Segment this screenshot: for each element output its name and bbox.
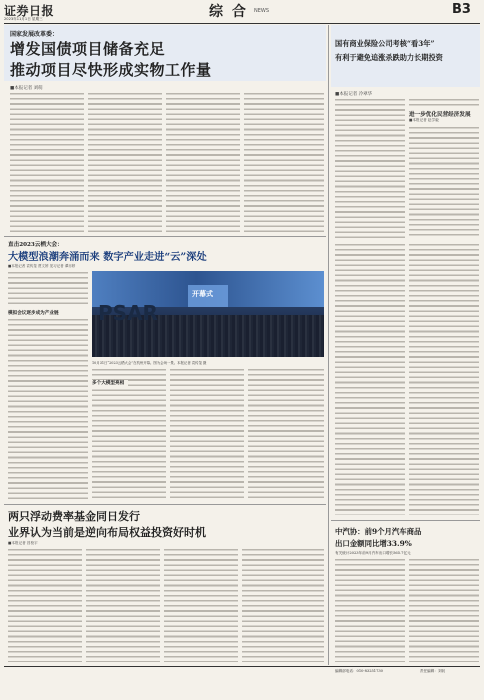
right-divider	[328, 25, 329, 665]
section-name-en: NEWS	[254, 8, 270, 14]
stage-screen-text: 开幕式	[192, 289, 213, 298]
interview-body-col-3	[170, 368, 244, 500]
insurance-body-lower-2	[409, 243, 479, 515]
masthead-date: 2023年11月1日 星期三	[4, 17, 43, 21]
interview-body-col-1	[8, 318, 88, 500]
lead-headline-1: 增发国债项目储备充足	[10, 40, 166, 58]
inclusive-byline: ■本报记者 赵学毅	[409, 118, 439, 122]
interview-headline: 大模型浪潮奔涌而来 数字产业走进“云”深处	[8, 251, 207, 263]
fund-top-rule	[4, 504, 326, 505]
insurance-headline-2: 有利于避免追涨杀跌助力长期投资	[335, 53, 443, 62]
lead-byline: ■本报记者 刘萌	[10, 86, 43, 91]
inclusive-body	[409, 126, 479, 238]
footer-phone: 编辑部电话：010-83251730	[335, 669, 383, 673]
insurance-headline-1: 国有商业保险公司考核“看3年”	[335, 39, 435, 48]
interview-intro	[8, 271, 88, 307]
interview-byline: ■本报记者 袁传玺 贾文婷 见习记者 谭亦婷	[8, 264, 76, 268]
auto-headline-1: 中汽协：前9个月汽车商品	[335, 527, 422, 536]
masthead-logo: 证券日报	[4, 4, 55, 18]
fund-byline: ■本报记者 昌校宇	[8, 541, 38, 545]
fund-headline-2: 业界认为当前是逆向布局权益投资好时机	[8, 526, 206, 539]
lead-body-col-1	[10, 92, 84, 232]
footer-editor: 责任编辑：刘钊	[420, 669, 446, 673]
inclusive-headline: 进一步优化民营经济发展	[409, 112, 471, 118]
auto-headline-2: 出口金额同比增33.9%	[335, 539, 412, 548]
page-number: B3	[452, 2, 471, 17]
interview-top-rule	[4, 236, 326, 237]
insurance-body-lower-1	[335, 243, 405, 515]
interview-body-col-2	[92, 368, 166, 500]
interview-subhead-2: 多个大模型亮相	[92, 380, 128, 386]
auto-top-rule	[331, 520, 480, 521]
insurance-byline: ■本报记者 冷翠华	[335, 92, 373, 97]
insurance-body-col-1	[335, 98, 405, 238]
fund-body-col-4	[242, 548, 324, 662]
interview-body-col-4	[248, 368, 324, 500]
masthead-rule	[4, 23, 480, 24]
auto-subline: 有关统计2023年前9月汽车出口增长565.7亿元	[335, 551, 411, 555]
lead-body-col-3	[166, 92, 240, 232]
fund-body-col-3	[164, 548, 238, 662]
fund-body-col-1	[8, 548, 82, 662]
interview-kicker: 直击2023云栖大会：	[8, 242, 63, 248]
lead-body-col-2	[88, 92, 162, 232]
footer-rule	[4, 666, 480, 667]
fund-headline-1: 两只浮动费率基金同日发行	[8, 510, 140, 523]
fund-body-col-2	[86, 548, 160, 662]
auto-body-col-2	[409, 558, 479, 662]
section-name: 综 合	[209, 4, 248, 20]
lead-body-col-4	[244, 92, 324, 232]
lead-headline-2: 推动项目尽快形成实物工作量	[10, 61, 212, 79]
conference-photo: 开幕式 PSAR	[92, 271, 324, 357]
auto-body-col-1	[335, 558, 405, 662]
lead-kicker: 国家发展改革委：	[10, 31, 59, 38]
photo-caption: 10月31日“2023云栖大会”在杭州开幕。图为会场一景。本报记者 袁传玺 摄	[92, 361, 207, 365]
insurance-body-col-2	[409, 98, 479, 108]
interview-subhead-1: 模拟会议逐步成为产业链	[8, 311, 59, 316]
